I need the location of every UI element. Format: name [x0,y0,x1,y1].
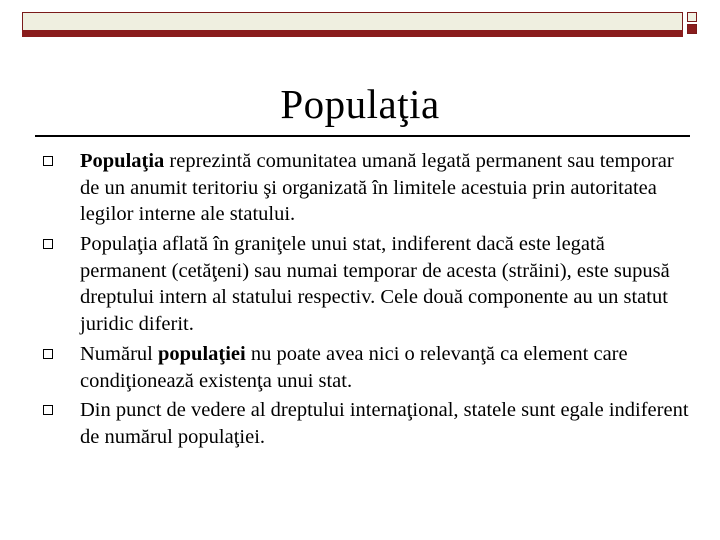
bullet-bold-term: populaţiei [158,343,246,365]
header-stripe [22,30,683,37]
bullet-body: reprezintă comunitatea umană legată permanent sau temporar de un anumit teritoriu şi organizată în limitele acestuia prin autoritatea legilor interne ale statului. [80,150,674,225]
bullet-text: Din punct de vedere al dreptului internaţional, statele sunt egale indiferent de numărul populaţiei. [80,399,689,448]
square-bullet-icon [43,239,53,249]
square-bullet-icon [43,405,53,415]
bullet-text [80,341,695,394]
corner-square-dark [687,24,697,34]
square-bullet-icon [43,349,53,359]
bullet-text: Populaţia aflată în graniţele unui stat, indiferent dacă este legată permanent (cetăţeni) sau numai temporar de acesta (străini), este supusă dreptului intern al statului respectiv. Cele două componente au un statut juridic diferit. [80,233,670,335]
bullet-bold-term: Populaţia [80,150,165,172]
square-bullet-icon [43,156,53,166]
bullet-body: nu poate avea nici o relevanţă ca element care condiţionează existenţa unui stat. [80,343,628,392]
slide-title: Populaţia [280,81,440,127]
bullet-body: Numărul [80,343,158,365]
corner-square-light [687,12,697,22]
title-divider [35,135,690,137]
bullet-text [80,148,695,228]
